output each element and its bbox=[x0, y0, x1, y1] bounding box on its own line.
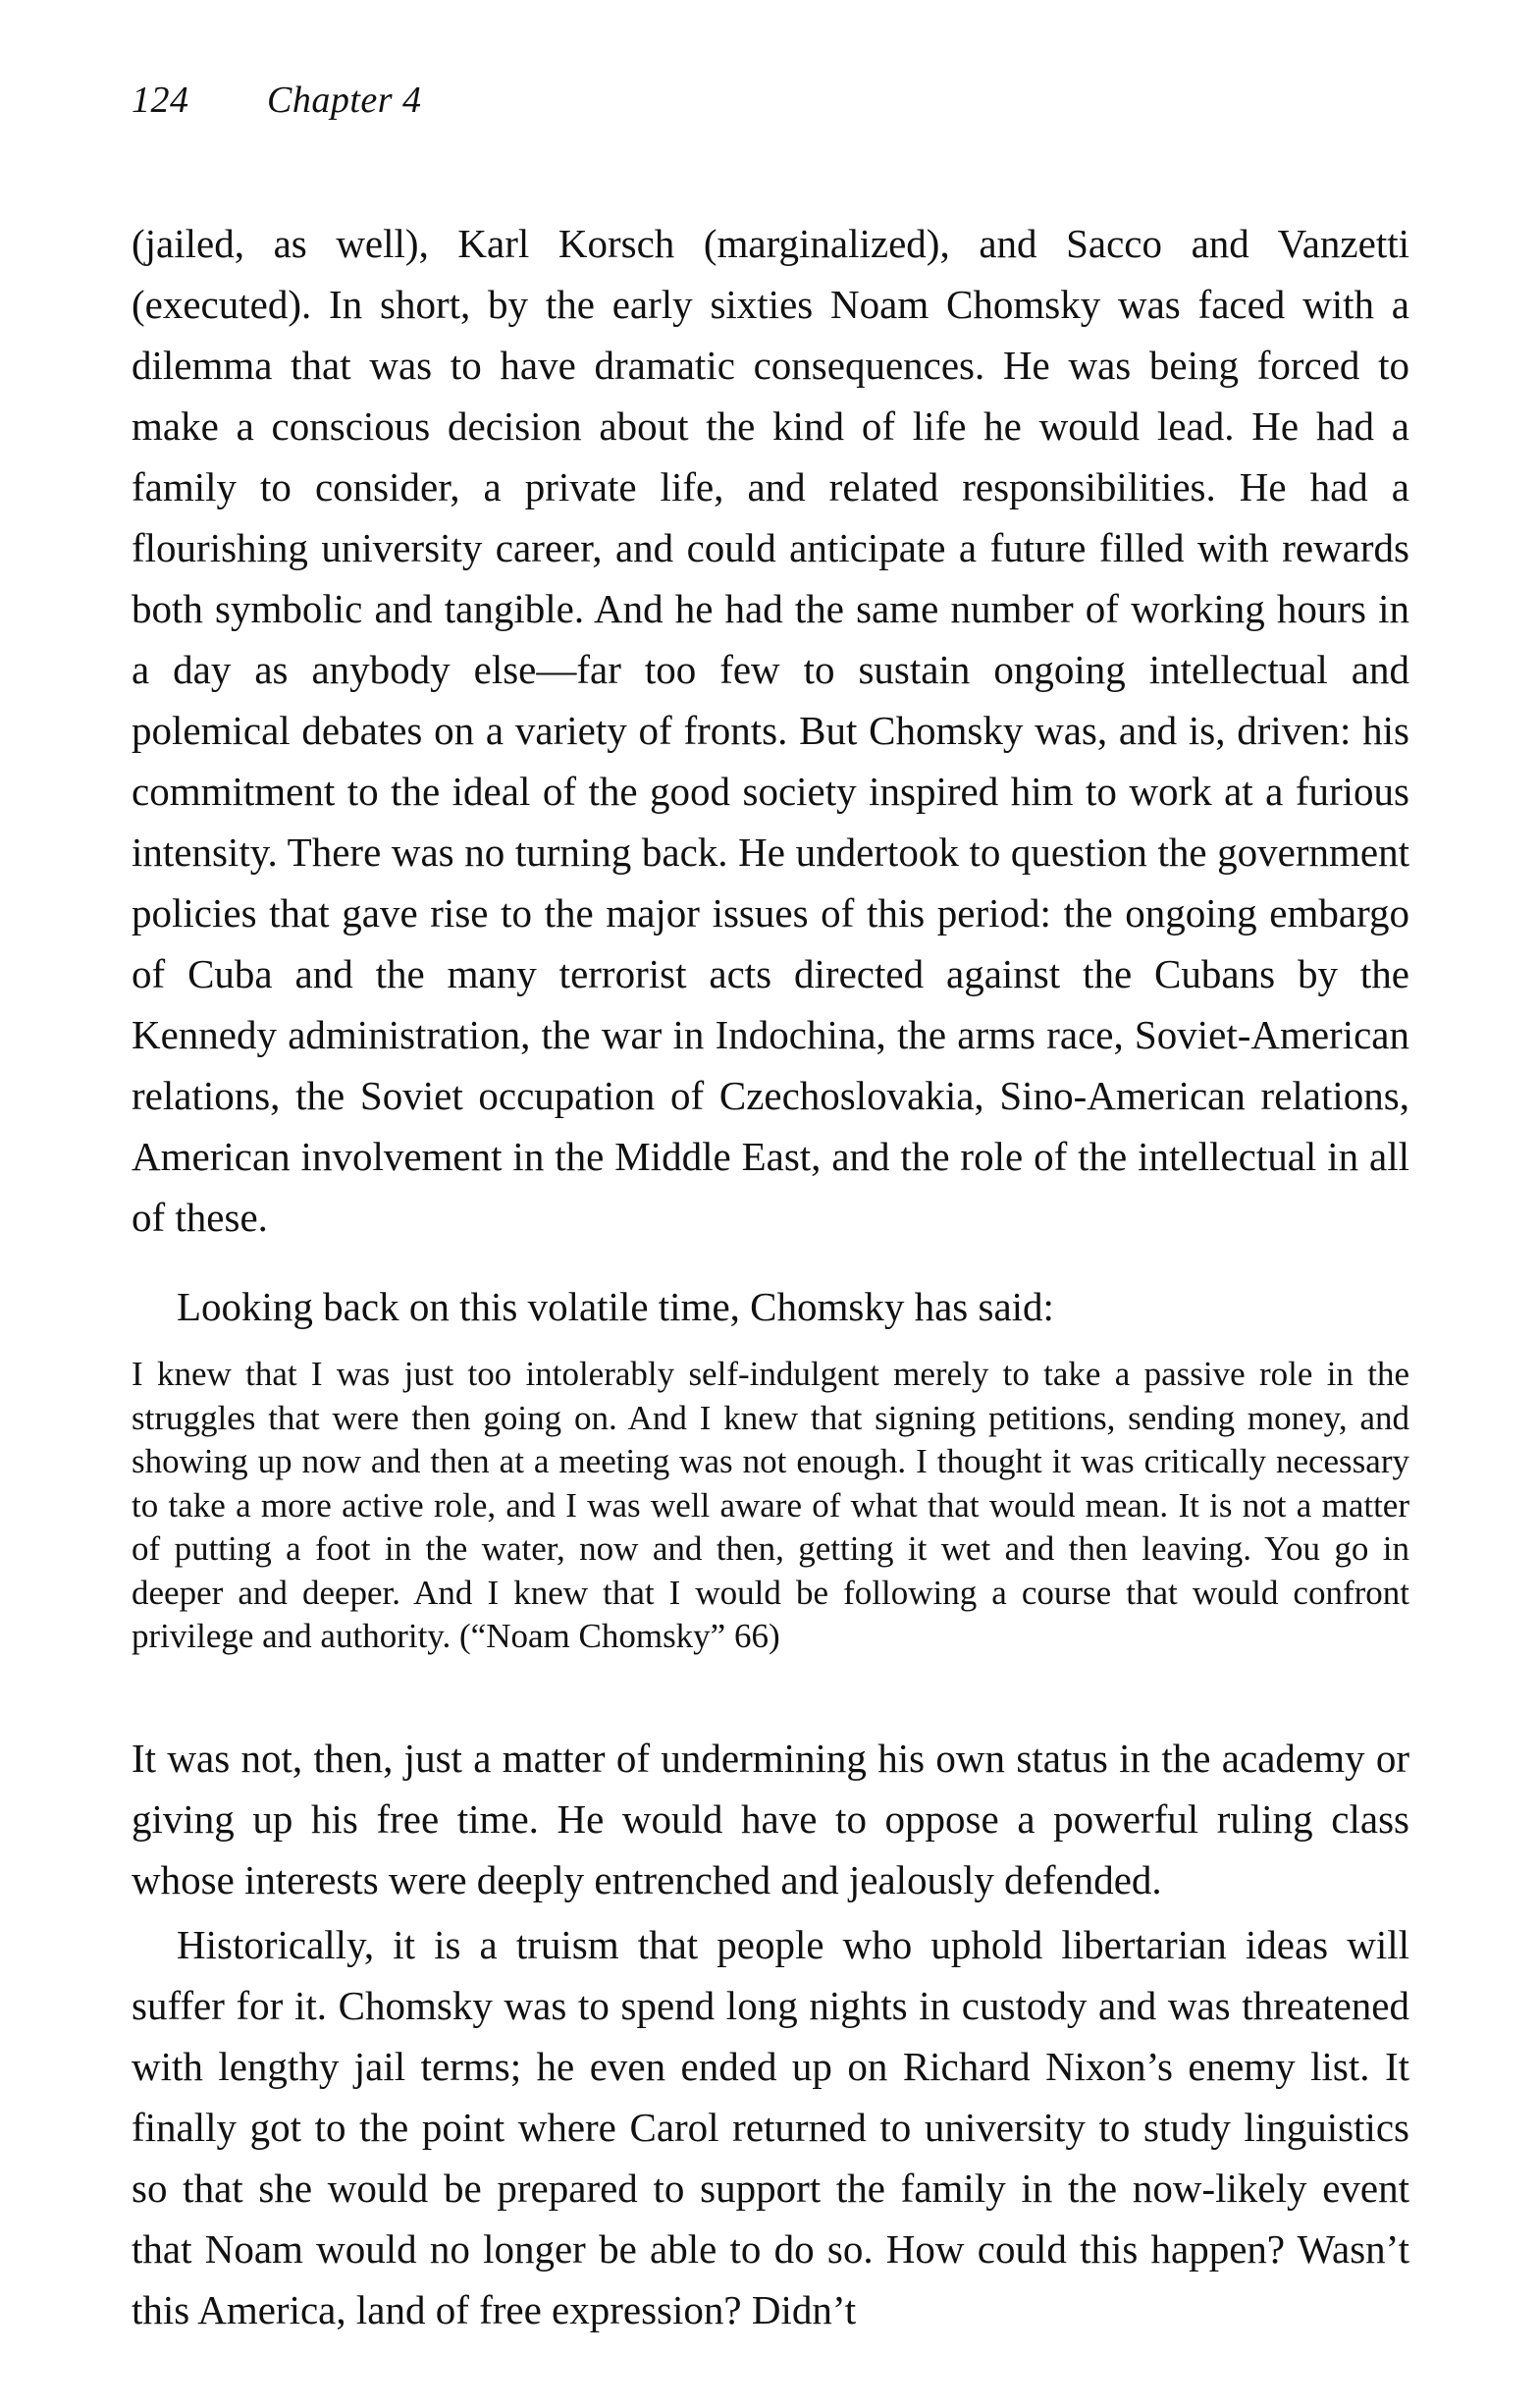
paragraph-2: Looking back on this volatile time, Chomsky has said: bbox=[177, 1284, 1054, 1329]
paragraph-4: Historically, it is a truism that people who uphold libertarian ideas will suffer for it. Chomsky was to spend long nights in custody and was threatened with lengthy jail terms; he even ended up on Richard Nixon’s enemy list. It finally got to the point where Carol returned to university to study linguistics so that she would be prepared to support the family in the now-likely event that Noam would no longer be able to do so. How could this happen? Wasn’t this America, land of free expression? Didn’t bbox=[132, 1922, 1409, 2332]
block-quote: I knew that I was just too intolerably self-indulgent merely to take a passive role in the struggles that were then going on. And I knew that signing petitions, sending money, and showing up now and then at a meeting was not enough. I thought it was critically necessary to take a more active role, and I was well aware of what that would mean. It is not a matter of putting a foot in the water, now and then, getting it wet and then leaving. You go in deeper and deeper. And I knew that I would be following a course that would confront privilege and authority. (“Noam Chomsky” 66) bbox=[132, 1355, 1409, 1655]
chapter-title: Chapter 4 bbox=[267, 80, 422, 121]
page-number: 124 bbox=[132, 80, 189, 121]
paragraph-3: It was not, then, just a matter of undermining his own status in the academy or giving up his free time. He would have to oppose a powerful ruling class whose interests were deeply entrenched and jealously defended. bbox=[132, 1736, 1409, 1902]
paragraph-1: (jailed, as well), Karl Korsch (marginalized), and Sacco and Vanzetti (executed). In short, by the early sixties Noam Chomsky was faced with a dilemma that was to have dramatic consequences. He was being forced to make a conscious decision about the kind of life he would lead. He had a family to consider, a private life, and related responsibilities. He had a flourishing university career, and could anticipate a future filled with rewards both symbolic and tangible. And he had the same number of working hours in a day as anybody else—far too few to sustain ongoing intellectual and polemical debates on a variety of fronts. But Chomsky was, and is, driven: his commitment to the ideal of the good society inspired him to work at a furious intensity. There was no turning back. He undertook to question the government policies that gave rise to the major issues of this period: the ongoing embargo of Cuba and the many terrorist acts directed against the Cubans by the Kennedy administration, the war in Indochina, the arms race, Soviet-American relations, the Soviet occupation of Czechoslovakia, Sino-American relations, American involvement in the Middle East, and the role of the intellectual in all of these. bbox=[132, 221, 1409, 1240]
running-head bbox=[132, 79, 422, 122]
